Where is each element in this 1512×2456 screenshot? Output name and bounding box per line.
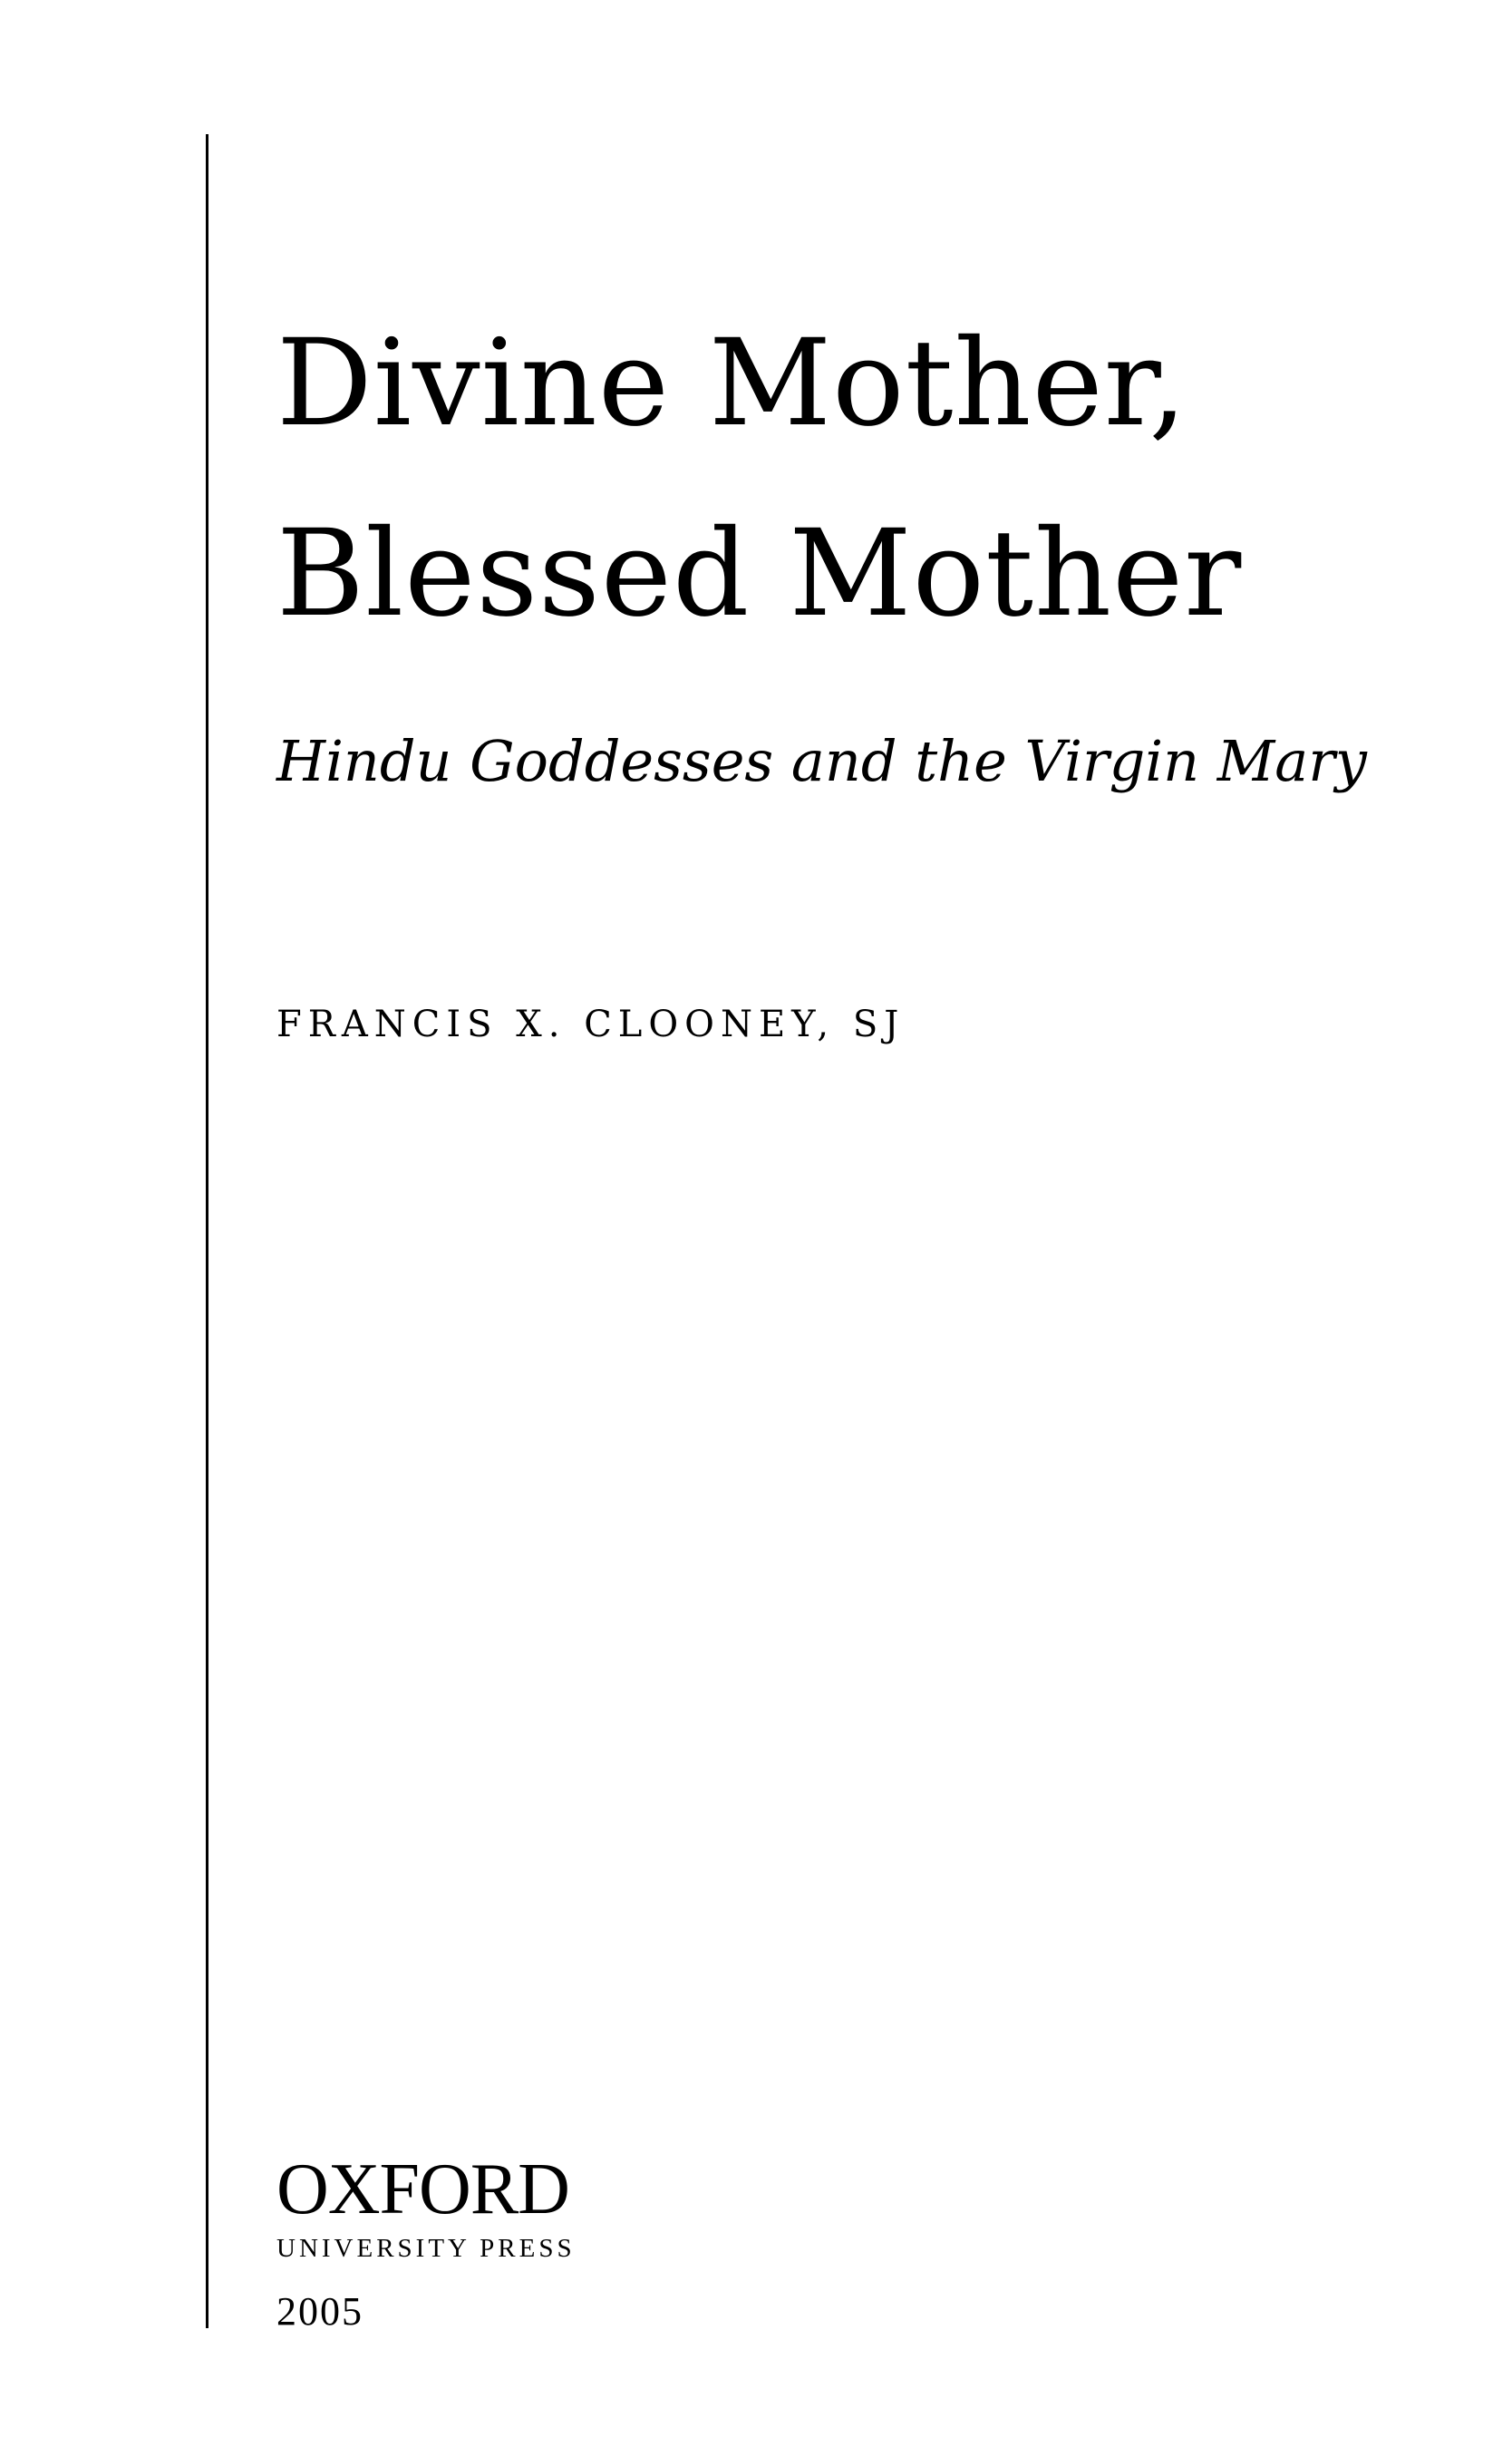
vertical-rule [206, 134, 208, 2328]
publisher-subtitle: UNIVERSITY PRESS [276, 2234, 576, 2263]
book-title [276, 288, 1242, 669]
publisher-imprint [276, 2150, 576, 2267]
author-name: FRANCIS X. CLOONEY, SJ [276, 1004, 906, 1045]
book-subtitle: Hindu Goddesses and the Virgin Mary [276, 728, 1367, 794]
title-line-1: Divine Mother, [276, 314, 1188, 453]
publication-year: 2005 [276, 2289, 363, 2334]
publisher-name: OXFORD [276, 2150, 569, 2229]
title-line-2: Blessed Mother [276, 504, 1243, 644]
